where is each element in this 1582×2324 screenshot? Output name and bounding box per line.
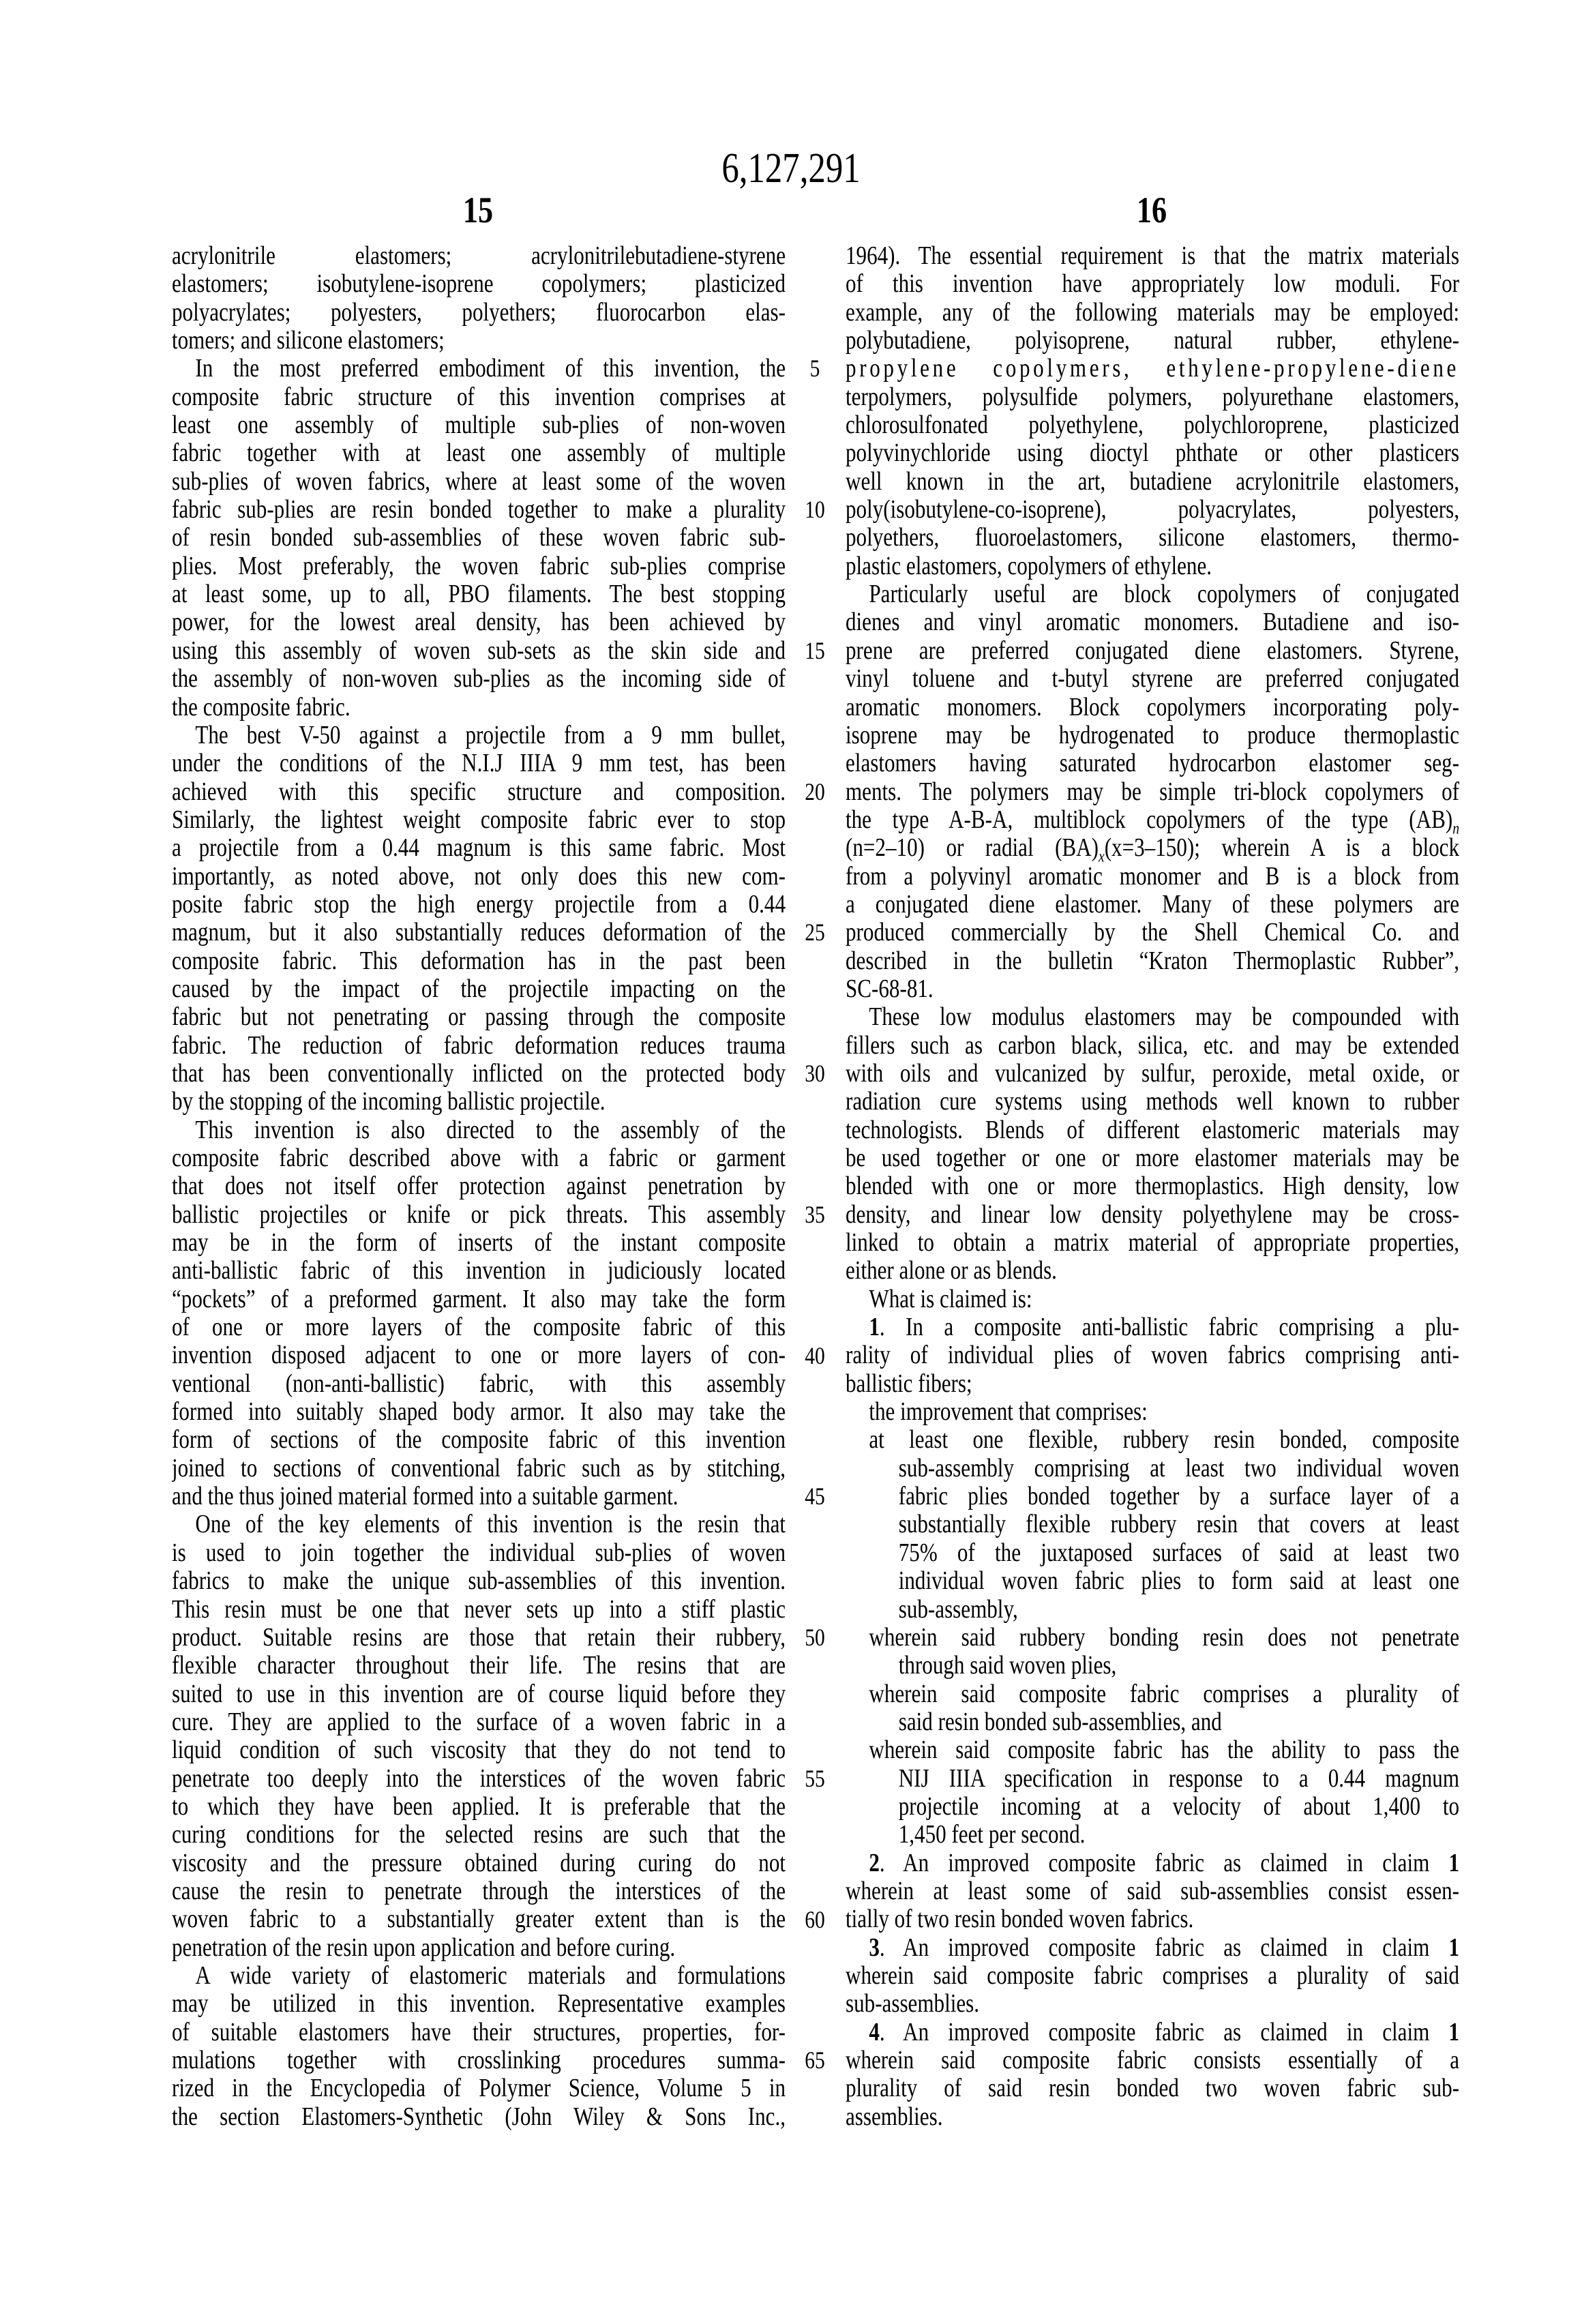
text-line: sub-assemblies. [846,1990,980,2018]
text-line: polyvinychloride using dioctyl phthate or other plasticers [846,439,1460,468]
text-line: 1964). The essential requirement is that the matrix materials [846,242,1460,270]
text-line: cure. They are applied to the surface of a woven fabric in a [172,1708,786,1736]
text-line: assemblies. [846,2102,943,2131]
column-header-left [410,192,546,228]
text-line: plastic elastomers, copolymers of ethylene. [846,552,1212,580]
text-line: elastomers; isobutylene-isoprene copolymers; plasticized [172,270,786,299]
text-line: be used together or one or more elastomer materials may be [846,1144,1460,1172]
line-number-gutter [784,242,846,2131]
text-line: product. Suitable resins are those that retain their rubbery, [172,1623,786,1652]
text-line: ballistic projectiles or knife or pick threats. This assembly [172,1200,786,1229]
text-line: technologists. Blends of different elastomeric materials may [846,1116,1460,1144]
text-line: radiation cure systems using methods well known to rubber [846,1088,1460,1116]
line-number-value: 10 [805,496,825,524]
text-line: acrylonitrile elastomers; acrylonitrilebutadiene-styrene [172,242,786,270]
line-number [784,919,846,947]
text-line: This invention is also directed to the assembly of the [195,1116,786,1144]
text-line: ballistic fibers; [846,1369,972,1398]
text-line: isoprene may be hydrogenated to produce thermoplastic [846,721,1460,749]
line-number-value: 5 [809,355,820,383]
text-line: importantly, as noted above, not only does this new com- [172,862,786,891]
text-line: The best V-50 against a projectile from a 9 mm bullet, [195,721,786,749]
text-line: individual woven fabric plies to form said at least one [898,1567,1460,1596]
text-line: fabric plies bonded together by a surface layer of a [898,1483,1460,1511]
text-line: NIJ IIIA specification in response to a 0.44 magnum [898,1764,1460,1793]
text-line: vinyl toluene and t-butyl styrene are preferred conjugated [846,665,1460,694]
text-line: under the conditions of the N.I.J IIIA 9 mm test, has been [172,749,786,778]
text-line: from a polyvinyl aromatic monomer and B is a block from [846,862,1460,891]
text-line: to which they have been applied. It is preferable that the [172,1792,786,1821]
text-line: by the stopping of the incoming ballistic projectile. [172,1088,606,1116]
text-line: example, any of the following materials may be employed: [846,298,1460,327]
line-number [784,1483,846,1510]
text-line: A wide variety of elastomeric materials and formulations [195,1961,786,1990]
text-line: SC-68-81. [846,974,934,1003]
text-line: 1. In a composite anti-ballistic fabric comprising a plu- [869,1313,1460,1342]
text-line: achieved with this specific structure and composition. [172,777,786,806]
text-line: fabric but not penetrating or passing through the composite [172,1003,786,1032]
text-line: fabrics to make the unique sub-assemblies of this invention. [172,1567,786,1596]
line-number [784,2046,846,2074]
text-line: density, and linear low density polyethylene may be cross- [846,1200,1460,1229]
line-number [784,1201,846,1229]
text-line: Similarly, the lightest weight composite fabric ever to stop [172,805,786,834]
column-header-right [1084,192,1220,228]
text-line: plies. Most preferably, the woven fabric sub-plies comprise [172,552,786,580]
text-line: the assembly of non-woven sub-plies as the incoming side of [172,665,786,694]
text-line: One of the key elements of this invention is the resin that [195,1510,786,1539]
text-line: either alone or as blends. [846,1257,1057,1285]
text-line: using this assembly of woven sub-sets as the skin side and [172,636,786,665]
text-line: liquid condition of such viscosity that they do not tend to [172,1736,786,1765]
text-line: polyacrylates; polyesters, polyethers; fluorocarbon elas- [172,298,786,327]
text-line: 1,450 feet per second. [898,1821,1086,1849]
text-line: elastomers having saturated hydrocarbon elastomer seg- [846,749,1460,778]
text-line: of this invention have appropriately low moduli. For [846,270,1460,299]
text-line: chlorosulfonated polyethylene, polychloroprene, plasticized [846,411,1460,440]
text-line: fabric sub-plies are resin bonded together to make a plurality [172,496,786,524]
line-number-value: 15 [805,636,825,664]
text-line: “pockets” of a preformed garment. It also may take the form [172,1285,786,1313]
text-line: the improvement that comprises: [869,1398,1148,1427]
text-line: tomers; and silicone elastomers; [172,327,445,355]
text-line: This resin must be one that never sets up into a stiff plastic [172,1595,786,1624]
text-line: a conjugated diene elastomer. Many of these polymers are [846,890,1460,919]
text-line: least one assembly of multiple sub-plies of non-woven [172,411,786,440]
text-line: dienes and vinyl aromatic monomers. Butadiene and iso- [846,608,1460,637]
text-line: blended with one or more thermoplastics. High density, low [846,1172,1460,1201]
text-line: well known in the art, butadiene acrylonitrile elastomers, [846,467,1460,496]
text-line: the section Elastomers-Synthetic (John Wiley & Sons Inc., [172,2102,786,2131]
patent-number: 6,127,291 [721,145,861,192]
line-number-value: 25 [805,919,825,947]
line-number-value: 60 [805,1905,825,1933]
text-line: with oils and vulcanized by sulfur, peroxide, metal oxide, or [846,1059,1460,1088]
text-line: 3. An improved composite fabric as claimed in claim 1 [869,1933,1460,1962]
text-line: These low modulus elastomers may be compounded with [869,1003,1460,1032]
text-line: may be utilized in this invention. Representative examples [172,1990,786,2018]
text-line: Particularly useful are block copolymers of conjugated [869,580,1460,609]
text-line: wherein said composite fabric has the ability to pass the [869,1736,1460,1765]
line-number-value: 20 [805,777,825,805]
line-number [784,637,846,665]
text-line: may be in the form of inserts of the instant composite [172,1229,786,1257]
column-number-15: 15 [462,190,494,230]
line-number-value: 40 [805,1341,825,1369]
text-line: a projectile from a 0.44 magnum is this same fabric. Most [172,834,786,863]
text-line: fillers such as carbon black, silica, etc. and may be extended [846,1031,1460,1060]
text-line: composite fabric. This deformation has in the past been [172,947,786,975]
right-text-column [846,242,1459,2131]
text-line: invention disposed adjacent to one or more layers of con- [172,1341,786,1370]
text-line: caused by the impact of the projectile impacting on the [172,974,786,1003]
line-number [784,1765,846,1793]
text-line: wherein said rubbery bonding resin does not penetrate [869,1623,1460,1652]
text-line: sub-plies of woven fabrics, where at least some of the woven [172,467,786,496]
text-line: substantially flexible rubbery resin that covers at least [898,1510,1460,1539]
text-line: ventional (non-anti-ballistic) fabric, with this assembly [172,1369,786,1398]
line-number [784,1060,846,1088]
text-line: 4. An improved composite fabric as claimed in claim 1 [869,2018,1460,2046]
text-line: ments. The polymers may be simple tri-block copolymers of [846,777,1460,806]
text-line: rality of individual plies of woven fabrics comprising anti- [846,1341,1460,1370]
text-line: viscosity and the pressure obtained during curing do not [172,1849,786,1877]
text-line: fabric together with at least one assembly of multiple [172,439,786,468]
text-line: at least one flexible, rubbery resin bonded, composite [869,1426,1460,1455]
line-number-value: 45 [805,1483,825,1510]
text-line: mulations together with crosslinking procedures summa- [172,2046,786,2074]
text-line: and the thus joined material formed into a suitable garment. [172,1483,678,1511]
line-number-value: 30 [805,1060,825,1088]
text-line: tially of two resin bonded woven fabrics. [846,1905,1194,1934]
text-line: power, for the lowest areal density, has been achieved by [172,608,786,637]
left-text-column [172,242,786,2131]
text-line: the type A-B-A, multiblock copolymers of the type $(AB)_n$ [846,805,1460,835]
line-number-value: 65 [805,2046,825,2074]
text-line: propylene copolymers, ethylene-propylene-diene [846,355,1460,383]
text-line: plurality of said resin bonded two woven fabric sub- [846,2074,1460,2103]
text-line: said resin bonded sub-assemblies, and [898,1708,1222,1736]
text-line: composite fabric structure of this invention comprises at [172,383,786,411]
line-number [784,778,846,806]
text-line: rized in the Encyclopedia of Polymer Science, Volume 5 in [172,2074,786,2103]
text-line: projectile incoming at a velocity of about 1,400 to [898,1792,1460,1821]
text-line: 2. An improved composite fabric as claimed in claim 1 [869,1849,1460,1877]
text-line: the composite fabric. [172,693,350,721]
line-number-value: 55 [805,1764,825,1792]
text-line: that does not itself offer protection against penetration by [172,1172,786,1201]
text-line: polybutadiene, polyisoprene, natural rubber, ethylene- [846,327,1460,355]
text-line: anti-ballistic fabric of this invention in judiciously located [172,1257,786,1285]
text-line: suited to use in this invention are of course liquid before they [172,1680,786,1708]
text-line: wherein said composite fabric consists essentially of a [846,2046,1460,2074]
text-line: of one or more layers of the composite fabric of this [172,1313,786,1342]
text-line: form of sections of the composite fabric of this invention [172,1426,786,1455]
line-number [784,1906,846,1934]
text-line: fabric. The reduction of fabric deformation reduces trauma [172,1031,786,1060]
text-line: poly(isobutylene-co-isoprene), polyacrylates, polyesters, [846,496,1460,524]
text-line: of suitable elastomers have their structures, properties, for- [172,2018,786,2046]
text-line: wherein said composite fabric comprises a plurality of [869,1680,1460,1708]
text-line: wherein at least some of said sub-assemblies consist essen- [846,1877,1460,1905]
text-line: In the most preferred embodiment of this invention, the [195,355,786,383]
text-line: that has been conventionally inflicted on the protected body [172,1059,786,1088]
text-line: What is claimed is: [869,1285,1032,1313]
text-line: prene are preferred conjugated diene elastomers. Styrene, [846,636,1460,665]
text-line: flexible character throughout their life. The resins that are [172,1652,786,1680]
text-line: composite fabric described above with a fabric or garment [172,1144,786,1172]
text-line: of resin bonded sub-assemblies of these woven fabric sub- [172,524,786,552]
text-line: described in the bulletin “Kraton Thermoplastic Rubber”, [846,947,1460,975]
text-line: curing conditions for the selected resins are such that the [172,1821,786,1849]
text-line: woven fabric to a substantially greater extent than is the [172,1905,786,1934]
text-line: through said woven plies, [898,1652,1117,1680]
text-line: magnum, but it also substantially reduces deformation of the [172,919,786,947]
text-line: formed into suitably shaped body armor. It also may take the [172,1398,786,1427]
text-line: wherein said composite fabric comprises a plurality of said [846,1961,1460,1990]
text-line: linked to obtain a matrix material of appropriate properties, [846,1229,1460,1257]
line-number [784,1624,846,1652]
column-number-16: 16 [1136,190,1167,230]
line-number-value: 35 [805,1200,825,1228]
text-line: sub-assembly comprising at least two individual woven [898,1454,1460,1483]
text-line: polyethers, fluoroelastomers, silicone elastomers, thermo- [846,524,1460,552]
text-line: 75% of the juxtaposed surfaces of said at least two [898,1538,1460,1567]
text-line: sub-assembly, [898,1595,1018,1624]
line-number [784,1342,846,1370]
text-line: penetrate too deeply into the interstices of the woven fabric [172,1764,786,1793]
text-line: (n=2–10) or radial $(BA)_x(x=3-150)$; wherein A is a block [846,834,1460,863]
line-number [784,496,846,524]
text-line: is used to join together the individual sub-plies of woven [172,1538,786,1567]
text-line: cause the resin to penetrate through the interstices of the [172,1877,786,1905]
text-line: posite fabric stop the high energy projectile from a 0.44 [172,890,786,919]
line-number-value: 50 [805,1624,825,1652]
text-line: terpolymers, polysulfide polymers, polyurethane elastomers, [846,383,1460,411]
page-header [0,147,1582,190]
text-line: penetration of the resin upon application and before curing. [172,1933,676,1962]
text-line: at least some, up to all, PBO filaments. The best stopping [172,580,786,609]
text-line: produced commercially by the Shell Chemical Co. and [846,919,1460,947]
text-line: joined to sections of conventional fabric such as by stitching, [172,1454,786,1483]
line-number [784,355,846,383]
text-line: aromatic monomers. Block copolymers incorporating poly- [846,693,1460,721]
